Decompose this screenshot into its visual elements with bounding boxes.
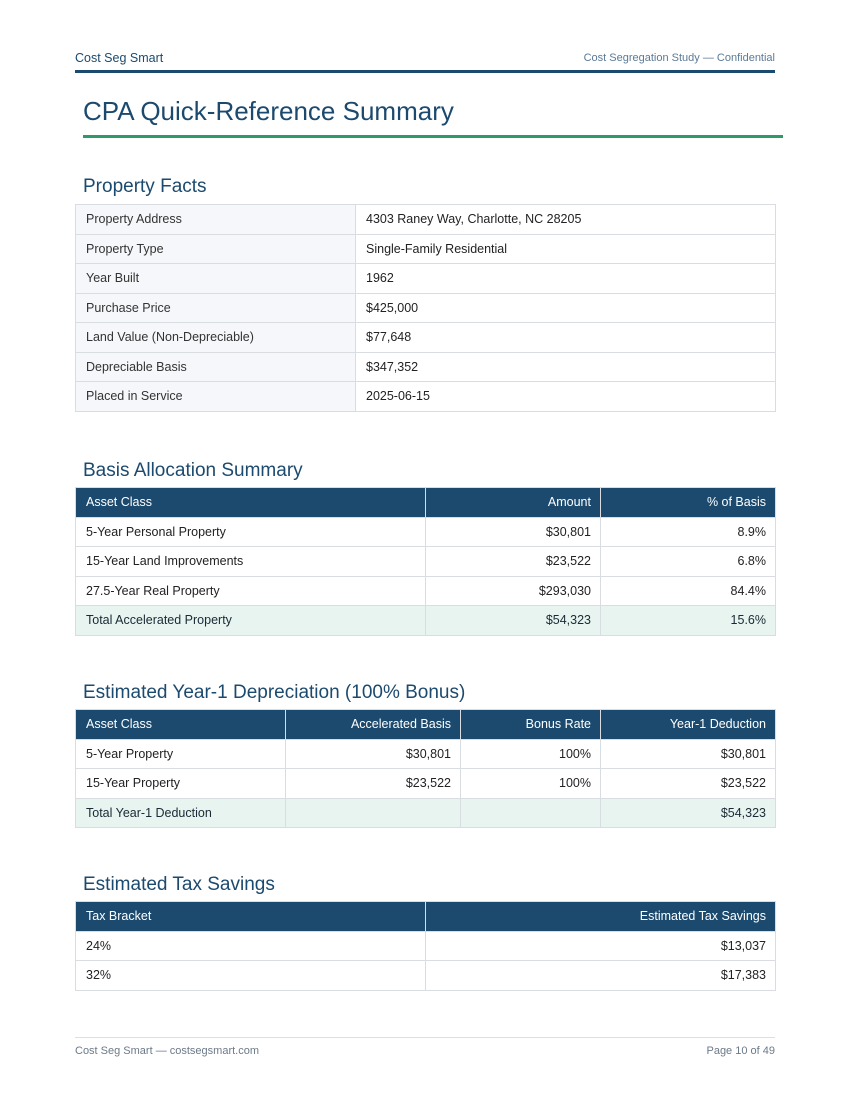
fact-label: Depreciable Basis: [76, 352, 356, 382]
fact-label: Placed in Service: [76, 382, 356, 412]
table-row: [76, 961, 776, 991]
asset-class-cell: 27.5-Year Real Property: [76, 576, 426, 606]
bonus-rate-cell: 100%: [461, 739, 601, 769]
column-header: % of Basis: [601, 488, 776, 518]
page-footer: [75, 1037, 775, 1057]
column-header: Asset Class: [76, 488, 426, 518]
section-title-basis-allocation: Basis Allocation Summary: [83, 460, 303, 481]
table-row: [76, 352, 776, 382]
bonus-rate-cell: 100%: [461, 769, 601, 799]
fact-label: Property Address: [76, 205, 356, 235]
column-header: Asset Class: [76, 710, 286, 740]
column-header: Estimated Tax Savings: [426, 902, 776, 932]
tax-savings-table: [75, 901, 776, 991]
column-header: Amount: [426, 488, 601, 518]
table-row: [76, 205, 776, 235]
table-row: [76, 517, 776, 547]
fact-label: Property Type: [76, 234, 356, 264]
fact-value: $347,352: [356, 352, 776, 382]
tax-bracket-cell: 32%: [76, 961, 426, 991]
column-header: Year-1 Deduction: [601, 710, 776, 740]
amount-cell: $30,801: [426, 517, 601, 547]
table-header-row: [76, 488, 776, 518]
tax-bracket-cell: 24%: [76, 931, 426, 961]
fact-value: 4303 Raney Way, Charlotte, NC 28205: [356, 205, 776, 235]
total-row: [76, 798, 776, 828]
column-header: Bonus Rate: [461, 710, 601, 740]
amount-cell: $293,030: [426, 576, 601, 606]
amount-cell: $23,522: [426, 547, 601, 577]
table-row: [76, 769, 776, 799]
year1-depreciation-table: [75, 709, 776, 828]
total-row: [76, 606, 776, 636]
fact-value: $77,648: [356, 323, 776, 353]
page-title: CPA Quick-Reference Summary: [83, 96, 783, 138]
fact-value: $425,000: [356, 293, 776, 323]
asset-class-cell: 5-Year Property: [76, 739, 286, 769]
total-amount-cell: $54,323: [426, 606, 601, 636]
fact-value: Single-Family Residential: [356, 234, 776, 264]
percent-cell: 84.4%: [601, 576, 776, 606]
table-row: [76, 293, 776, 323]
basis-allocation-table: [75, 487, 776, 636]
brand-name: Cost Seg Smart: [75, 51, 164, 65]
asset-class-cell: 15-Year Land Improvements: [76, 547, 426, 577]
column-header: Tax Bracket: [76, 902, 426, 932]
footer-website: Cost Seg Smart — costsegsmart.com: [75, 1045, 259, 1057]
deduction-cell: $23,522: [601, 769, 776, 799]
table-header-row: [76, 710, 776, 740]
tax-savings-cell: $17,383: [426, 961, 776, 991]
percent-cell: 8.9%: [601, 517, 776, 547]
page-header: [75, 50, 775, 73]
percent-cell: 6.8%: [601, 547, 776, 577]
table-row: [76, 234, 776, 264]
deduction-cell: $30,801: [601, 739, 776, 769]
table-row: [76, 739, 776, 769]
column-header: Accelerated Basis: [286, 710, 461, 740]
fact-label: Land Value (Non-Depreciable): [76, 323, 356, 353]
total-empty-cell: [461, 798, 601, 828]
total-percent-cell: 15.6%: [601, 606, 776, 636]
header-confidential-label: Cost Segregation Study — Confidential: [583, 52, 775, 64]
asset-class-cell: 15-Year Property: [76, 769, 286, 799]
table-row: [76, 382, 776, 412]
fact-value: 1962: [356, 264, 776, 294]
fact-value: 2025-06-15: [356, 382, 776, 412]
table-row: [76, 931, 776, 961]
table-row: [76, 264, 776, 294]
total-label-cell: Total Accelerated Property: [76, 606, 426, 636]
section-title-tax-savings: Estimated Tax Savings: [83, 874, 275, 895]
section-title-year1-depreciation: Estimated Year-1 Depreciation (100% Bonus): [83, 682, 466, 703]
table-row: [76, 547, 776, 577]
page-number: Page 10 of 49: [706, 1045, 775, 1057]
fact-label: Purchase Price: [76, 293, 356, 323]
table-header-row: [76, 902, 776, 932]
tax-savings-cell: $13,037: [426, 931, 776, 961]
total-label-cell: Total Year-1 Deduction: [76, 798, 286, 828]
accelerated-basis-cell: $30,801: [286, 739, 461, 769]
property-facts-table: [75, 204, 776, 412]
total-deduction-cell: $54,323: [601, 798, 776, 828]
total-empty-cell: [286, 798, 461, 828]
accelerated-basis-cell: $23,522: [286, 769, 461, 799]
asset-class-cell: 5-Year Personal Property: [76, 517, 426, 547]
table-row: [76, 323, 776, 353]
section-title-property-facts: Property Facts: [83, 176, 207, 197]
table-row: [76, 576, 776, 606]
fact-label: Year Built: [76, 264, 356, 294]
